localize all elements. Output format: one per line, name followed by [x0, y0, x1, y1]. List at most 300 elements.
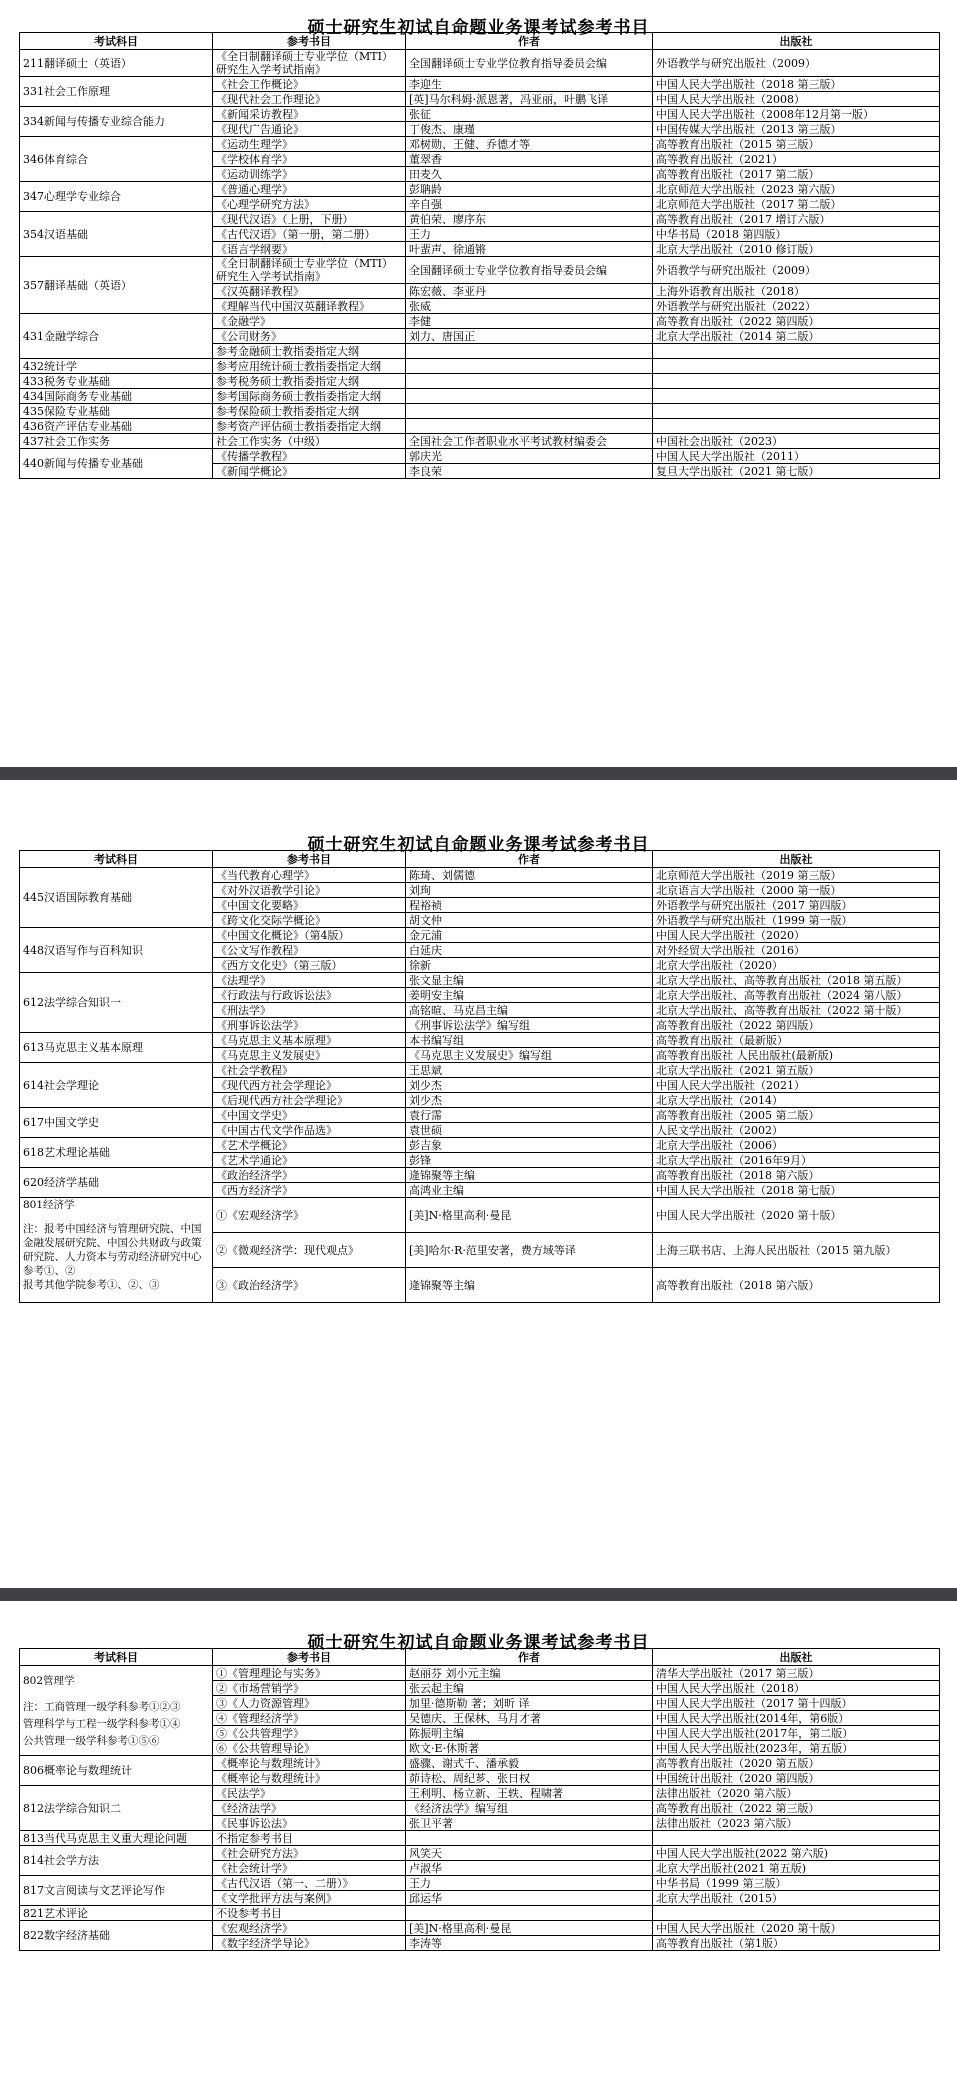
publisher-cell: 中国人民大学出版社(2022 第六版) [653, 1846, 940, 1861]
book-cell: 《政治经济学》 [213, 1168, 406, 1183]
book-cell: 不设参考书目 [213, 1906, 406, 1921]
author-cell: 田麦久 [406, 167, 653, 182]
publisher-cell: 北京大学出版社（2016年9月） [653, 1153, 940, 1168]
author-cell: 徐新 [406, 958, 653, 973]
subject-cell: 814社会学方法 [20, 1846, 213, 1876]
page-1 [0, 0, 957, 760]
book-cell: 《当代教育心理学》 [213, 868, 406, 883]
author-cell: 刘少杰 [406, 1078, 653, 1093]
subject-cell: 613马克思主义基本原理 [20, 1033, 213, 1063]
publisher-cell: 中国社会出版社（2023） [653, 434, 940, 449]
publisher-cell: 高等教育出版社（2022 第三版） [653, 1801, 940, 1816]
subject-cell: 821艺术评论 [20, 1906, 213, 1921]
table-row [20, 1876, 940, 1891]
publisher-cell: 北京大学出版社(2021 第五版) [653, 1861, 940, 1876]
book-cell: ③《人力资源管理》 [213, 1696, 406, 1711]
publisher-cell: 外语教学与研究出版社（2017 第四版） [653, 898, 940, 913]
subject-cell: 433税务专业基础 [20, 374, 213, 389]
book-cell: 《现代西方社会学理论》 [213, 1078, 406, 1093]
publisher-cell: 中华书局（1999 第三版） [653, 1876, 940, 1891]
book-cell: ②《市场营销学》 [213, 1681, 406, 1696]
publisher-cell [653, 404, 940, 419]
table-row [20, 1756, 940, 1771]
author-cell: 白延庆 [406, 943, 653, 958]
page-title: 硕士研究生初试自命题业务课考试参考书目 [307, 18, 650, 38]
table-row [20, 1666, 940, 1681]
author-cell: 刘少杰 [406, 1093, 653, 1108]
author-cell [406, 419, 653, 434]
author-cell [406, 344, 653, 359]
subject-title: 801经济学 [23, 1199, 75, 1211]
publisher-cell: 高等教育出版社 人民出版社(最新版) [653, 1048, 940, 1063]
author-cell: 郭庆光 [406, 449, 653, 464]
publisher-cell: 外语教学与研究出版社（2009） [653, 257, 940, 284]
author-cell: 董翠香 [406, 152, 653, 167]
publisher-cell: 北京师范大学出版社（2023 第六版） [653, 182, 940, 197]
author-cell: 张威 [406, 299, 653, 314]
author-cell: 张云起主编 [406, 1681, 653, 1696]
subject-cell: 817文言阅读与文艺评论写作 [20, 1876, 213, 1906]
publisher-cell: 北京大学出版社（2010 修订版） [653, 242, 940, 257]
publisher-cell: 高等教育出版社（2017 第二版） [653, 167, 940, 182]
book-cell: 《西方文化史》（第三版） [213, 958, 406, 973]
book-cell: 《中国文化概论》（第4版） [213, 928, 406, 943]
book-cell: 《艺术学概论》 [213, 1138, 406, 1153]
publisher-cell [653, 1906, 940, 1921]
subject-header: 考试科目 [20, 851, 213, 868]
table-body [20, 868, 940, 1303]
author-cell: 邱运华 [406, 1891, 653, 1906]
author-cell: 王力 [406, 1876, 653, 1891]
subject-cell: 436资产评估专业基础 [20, 419, 213, 434]
subject-cell: 617中国文学史 [20, 1108, 213, 1138]
book-cell: 《公文写作教程》 [213, 943, 406, 958]
subject-note: 注：工商管理一级学科参考①②③ [23, 1700, 181, 1713]
author-cell: 李良荣 [406, 464, 653, 479]
author-cell: 《刑事诉讼法学》编写组 [406, 1018, 653, 1033]
table-row [20, 314, 940, 329]
header-row [20, 851, 940, 868]
book-cell: 《理解当代中国汉英翻译教程》 [213, 299, 406, 314]
subject-cell: 334新闻与传播专业综合能力 [20, 107, 213, 137]
publisher-cell [653, 419, 940, 434]
book-cell: 《学校体育学》 [213, 152, 406, 167]
book-cell: 《现代汉语》（上册，下册） [213, 212, 406, 227]
book-cell: 《公司财务》 [213, 329, 406, 344]
subject-cell: 354汉语基础 [20, 212, 213, 257]
publisher-cell: 北京大学出版社（2014） [653, 1093, 940, 1108]
subject-cell: 437社会工作实务 [20, 434, 213, 449]
book-cell: 《概率论与数理统计》 [213, 1771, 406, 1786]
publisher-cell: 中国人民大学出版社（2020） [653, 928, 940, 943]
subject-cell: 813当代马克思主义重大理论问题 [20, 1831, 213, 1846]
author-cell: 逄锦聚等主编 [406, 1168, 653, 1183]
table-row [20, 107, 940, 122]
table-row [20, 1138, 940, 1153]
subject-cell: 435保险专业基础 [20, 404, 213, 419]
publisher-cell: 法律出版社（2023 第六版） [653, 1816, 940, 1831]
publisher-cell: 北京大学出版社（2006） [653, 1138, 940, 1153]
table-row [20, 1168, 940, 1183]
author-cell: 全国社会工作者职业水平考试教材编委会 [406, 434, 653, 449]
author-cell: [英]马尔科姆·派恩著，冯亚丽，叶鹏飞译 [406, 92, 653, 107]
publisher-cell: 高等教育出版社（最新版） [653, 1033, 940, 1048]
publisher-cell: 北京师范大学出版社（2019 第三版） [653, 868, 940, 883]
subject-note: 注：报考中国经济与管理研究院、中国金融发展研究院、中国公共财政与政策研究院、人力资本与劳动经济研究中心参考①、② [23, 1223, 202, 1277]
publisher-cell: 清华大学出版社（2017 第三版） [653, 1666, 940, 1681]
book-cell: 《跨文化交际学概论》 [213, 913, 406, 928]
publisher-cell [653, 389, 940, 404]
book-cell: 不指定参考书目 [213, 1831, 406, 1846]
subject-header: 考试科目 [20, 33, 213, 50]
table-row [20, 973, 940, 988]
table-row [20, 1108, 940, 1123]
subject-cell: 331社会工作原理 [20, 77, 213, 107]
author-cell: [美]哈尔·R·范里安著，费方域等译 [406, 1233, 653, 1268]
publisher-cell [653, 374, 940, 389]
publisher-cell: 高等教育出版社（2005 第二版） [653, 1108, 940, 1123]
author-cell: 袁世硕 [406, 1123, 653, 1138]
book-cell: 《普通心理学》 [213, 182, 406, 197]
subject-cell: 357翻译基础（英语） [20, 257, 213, 314]
author-cell: 全国翻译硕士专业学位教育指导委员会编 [406, 257, 653, 284]
author-cell: 胡文仲 [406, 913, 653, 928]
author-cell: 刘力、唐国正 [406, 329, 653, 344]
subject-cell: 211翻译硕士（英语） [20, 50, 213, 77]
book-cell: 《运动训练学》 [213, 167, 406, 182]
publisher-cell: 高等教育出版社（2017 增订六版） [653, 212, 940, 227]
book-cell: 《对外汉语教学引论》 [213, 883, 406, 898]
table-row [20, 182, 940, 197]
subject-cell: 822数字经济基础 [20, 1921, 213, 1951]
author-cell: 张卫平著 [406, 1816, 653, 1831]
book-cell: 《艺术学通论》 [213, 1153, 406, 1168]
author-cell: 陈琦、刘儒德 [406, 868, 653, 883]
author-cell: 丁俊杰、康瑾 [406, 122, 653, 137]
author-cell: 刘珣 [406, 883, 653, 898]
publisher-cell: 北京语言大学出版社（2000 第一版） [653, 883, 940, 898]
book-cell: 社会工作实务（中级） [213, 434, 406, 449]
book-cell: 《社会学教程》 [213, 1063, 406, 1078]
book-cell: ①《宏观经济学》 [213, 1198, 406, 1233]
publisher-cell: 法律出版社（2020 第六版） [653, 1786, 940, 1801]
table-row [20, 868, 940, 883]
author-header: 作者 [406, 1649, 653, 1666]
publisher-cell: 北京师范大学出版社（2017 第二版） [653, 197, 940, 212]
author-cell: 李迎生 [406, 77, 653, 92]
author-header: 作者 [406, 851, 653, 868]
publisher-header: 出版社 [653, 1649, 940, 1666]
reference-table [19, 32, 940, 479]
page-separator [0, 760, 957, 830]
table-row [20, 137, 940, 152]
book-cell: 《社会统计学》 [213, 1861, 406, 1876]
subject-title: 802管理学 [23, 1674, 75, 1687]
publisher-cell: 高等教育出版社（2021） [653, 152, 940, 167]
book-cell: 《文学批评方法与案例》 [213, 1891, 406, 1906]
author-cell [406, 374, 653, 389]
publisher-cell: 中国人民大学出版社（2018 第三版） [653, 77, 940, 92]
table-row [20, 1063, 940, 1078]
publisher-cell: 北京大学出版社（2015） [653, 1891, 940, 1906]
page-separator [0, 1540, 957, 1628]
subject-cell: 618艺术理论基础 [20, 1138, 213, 1168]
publisher-cell: 中国人民大学出版社（2008） [653, 92, 940, 107]
book-cell: 《社会工作概论》 [213, 77, 406, 92]
table-row [20, 1198, 940, 1233]
book-cell: 《中国古代文学作品选》 [213, 1123, 406, 1138]
author-cell [406, 359, 653, 374]
book-cell: 《新闻采访教程》 [213, 107, 406, 122]
book-cell: 《法理学》 [213, 973, 406, 988]
table-row [20, 1831, 940, 1846]
publisher-cell: 中国人民大学出版社（2017 第十四版） [653, 1696, 940, 1711]
publisher-cell: 北京大学出版社、高等教育出版社（2024 第八版） [653, 988, 940, 1003]
publisher-cell: 高等教育出版社（2015 第三版） [653, 137, 940, 152]
publisher-cell: 中国人民大学出版社（2011） [653, 449, 940, 464]
author-header: 作者 [406, 33, 653, 50]
author-cell: 陈振明主编 [406, 1726, 653, 1741]
author-cell: 吴德庆、王保林、马月才著 [406, 1711, 653, 1726]
book-cell: 《马克思主义发展史》 [213, 1048, 406, 1063]
publisher-cell: 高等教育出版社（2020 第五版） [653, 1756, 940, 1771]
publisher-cell: 中国人民大学出版社（2008年12月第一版） [653, 107, 940, 122]
subject-cell: 440新闻与传播专业基础 [20, 449, 213, 479]
publisher-cell: 北京大学出版社（2021 第五版） [653, 1063, 940, 1078]
subject-cell: 347心理学专业综合 [20, 182, 213, 212]
book-cell: ①《管理理论与实务》 [213, 1666, 406, 1681]
book-cell: 《传播学教程》 [213, 449, 406, 464]
book-cell: 《中国文学史》 [213, 1108, 406, 1123]
book-cell: 《运动生理学》 [213, 137, 406, 152]
book-cell: 《刑事诉讼法学》 [213, 1018, 406, 1033]
author-cell: 王力 [406, 227, 653, 242]
author-cell [406, 1831, 653, 1846]
table-row [20, 1846, 940, 1861]
author-cell: 逄锦聚等主编 [406, 1268, 653, 1303]
table-row [20, 1921, 940, 1936]
subject-note: 管理科学与工程一级学科参考①④ [23, 1717, 181, 1730]
book-cell: 《全日制翻译硕士专业学位（MTI）研究生入学考试指南》 [213, 257, 406, 284]
author-cell: 风笑天 [406, 1846, 653, 1861]
subject-cell: 614社会学理论 [20, 1063, 213, 1108]
author-cell: 王思斌 [406, 1063, 653, 1078]
author-cell: 高鸿业主编 [406, 1183, 653, 1198]
book-cell: 《现代社会工作理论》 [213, 92, 406, 107]
book-cell: 参考税务硕士教指委指定大纲 [213, 374, 406, 389]
publisher-header: 出版社 [653, 851, 940, 868]
book-cell: 《概率论与数理统计》 [213, 1756, 406, 1771]
publisher-cell [653, 1831, 940, 1846]
publisher-cell: 中国人民大学出版社（2018 第七版） [653, 1183, 940, 1198]
author-cell [406, 1906, 653, 1921]
publisher-cell: 北京大学出版社（2014 第二版） [653, 329, 940, 344]
author-cell: 彭锋 [406, 1153, 653, 1168]
book-cell: ②《微观经济学：现代观点》 [213, 1233, 406, 1268]
book-cell: 《宏观经济学》 [213, 1921, 406, 1936]
author-cell: 茆诗松、周纪芗、张日权 [406, 1771, 653, 1786]
author-cell: [美]N·格里高利·曼昆 [406, 1921, 653, 1936]
publisher-cell: 中国人民大学出版社(2017年，第二版） [653, 1726, 940, 1741]
subject-cell: 432统计学 [20, 359, 213, 374]
author-cell: 欧文·E·休斯著 [406, 1741, 653, 1756]
table-body [20, 1666, 940, 1951]
book-cell: 《中国文化要略》 [213, 898, 406, 913]
table-row [20, 77, 940, 92]
book-cell: 《古代汉语（第一、二册）》 [213, 1876, 406, 1891]
author-cell: 本书编写组 [406, 1033, 653, 1048]
author-cell: 全国翻译硕士专业学位教育指导委员会编 [406, 50, 653, 77]
book-cell: 《数字经济学导论》 [213, 1936, 406, 1951]
author-cell: 黄伯荣、廖序东 [406, 212, 653, 227]
author-cell: 袁行霈 [406, 1108, 653, 1123]
author-cell: 彭吉象 [406, 1138, 653, 1153]
table-row [20, 1786, 940, 1801]
author-cell: 陈宏薇、李亚丹 [406, 284, 653, 299]
subject-cell: 812法学综合知识二 [20, 1786, 213, 1831]
book-cell: 《新闻学概论》 [213, 464, 406, 479]
table-row [20, 212, 940, 227]
publisher-cell: 中国人民大学出版社(2023年，第五版） [653, 1741, 940, 1756]
book-cell: 《心理学研究方法》 [213, 197, 406, 212]
book-cell: 《民法学》 [213, 1786, 406, 1801]
publisher-cell: 高等教育出版社（2018 第六版） [653, 1268, 940, 1303]
publisher-cell: 上海三联书店、上海人民出版社（2015 第九版） [653, 1233, 940, 1268]
book-cell: 参考资产评估硕士教指委指定大纲 [213, 419, 406, 434]
page-3 [0, 1628, 957, 2095]
book-cell: 《现代广告通论》 [213, 122, 406, 137]
book-cell: 《语言学纲要》 [213, 242, 406, 257]
author-cell: 加里·德斯勒 著；刘昕 译 [406, 1696, 653, 1711]
publisher-cell: 中国传媒大学出版社（2013 第三版） [653, 122, 940, 137]
book-cell: 《行政法与行政诉讼法》 [213, 988, 406, 1003]
book-cell: 参考金融硕士教指委指定大纲 [213, 344, 406, 359]
book-cell: 《社会研究方法》 [213, 1846, 406, 1861]
subject-note: 报考其他学院参考①、②、③ [23, 1279, 160, 1291]
book-cell: ③《政治经济学》 [213, 1268, 406, 1303]
publisher-cell: 复旦大学出版社（2021 第七版） [653, 464, 940, 479]
table-row [20, 1033, 940, 1048]
subject-cell: 806概率论与数理统计 [20, 1756, 213, 1786]
author-cell: 卢淑华 [406, 1861, 653, 1876]
publisher-cell: 中国人民大学出版社（2020 第十版） [653, 1921, 940, 1936]
author-cell: 李健 [406, 314, 653, 329]
page-title: 硕士研究生初试自命题业务课考试参考书目 [307, 835, 650, 855]
book-cell: 参考保险硕士教指委指定大纲 [213, 404, 406, 419]
table-row [20, 257, 940, 284]
subject-cell: 346体育综合 [20, 137, 213, 182]
publisher-header: 出版社 [653, 33, 940, 50]
publisher-cell: 高等教育出版社（2022 第四版） [653, 314, 940, 329]
publisher-cell: 高等教育出版社（2022 第四版） [653, 1018, 940, 1033]
subject-cell: 612法学综合知识一 [20, 973, 213, 1033]
subject-header: 考试科目 [20, 1649, 213, 1666]
publisher-cell: 高等教育出版社（第1版） [653, 1936, 940, 1951]
book-cell: 《全日制翻译硕士专业学位（MTI）研究生入学考试指南》 [213, 50, 406, 77]
book-cell: 《马克思主义基本原理》 [213, 1033, 406, 1048]
subject-cell: 620经济学基础 [20, 1168, 213, 1198]
author-cell: 李涛等 [406, 1936, 653, 1951]
author-cell: 张征 [406, 107, 653, 122]
author-cell: 叶蜚声、徐通锵 [406, 242, 653, 257]
publisher-cell: 北京大学出版社、高等教育出版社（2018 第五版） [653, 973, 940, 988]
table-row [20, 404, 940, 419]
publisher-cell: 北京大学出版社、高等教育出版社（2022 第十版） [653, 1003, 940, 1018]
author-cell: 邓树勋、王健、乔德才等 [406, 137, 653, 152]
book-cell: ⑤《公共管理学》 [213, 1726, 406, 1741]
book-header: 参考书目 [213, 1649, 406, 1666]
publisher-cell: 对外经贸大学出版社（2016） [653, 943, 940, 958]
table-row [20, 1906, 940, 1921]
author-cell: 盛骤、谢式千、潘承毅 [406, 1756, 653, 1771]
book-header: 参考书目 [213, 851, 406, 868]
author-cell: 《马克思主义发展史》编写组 [406, 1048, 653, 1063]
subject-cell: 434国际商务专业基础 [20, 389, 213, 404]
table-row [20, 434, 940, 449]
subject-cell: 431金融学综合 [20, 314, 213, 359]
publisher-cell: 中国人民大学出版社（2021） [653, 1078, 940, 1093]
publisher-cell: 中华书局（2018 第四版） [653, 227, 940, 242]
table-row [20, 419, 940, 434]
publisher-cell: 外语教学与研究出版社（2009） [653, 50, 940, 77]
publisher-cell: 外语教学与研究出版社（1999 第一版） [653, 913, 940, 928]
header-row [20, 1649, 940, 1666]
reference-table [19, 850, 940, 1303]
book-header: 参考书目 [213, 33, 406, 50]
author-cell: 《经济法学》编写组 [406, 1801, 653, 1816]
publisher-cell: 中国人民大学出版社（2020 第十版） [653, 1198, 940, 1233]
book-cell: 参考国际商务硕士教指委指定大纲 [213, 389, 406, 404]
subject-cell [20, 1666, 213, 1756]
book-cell: 《民事诉讼法》 [213, 1816, 406, 1831]
publisher-cell: 中国人民大学出版社（2018） [653, 1681, 940, 1696]
author-cell: 赵丽芬 刘小元主编 [406, 1666, 653, 1681]
book-cell: 《西方经济学》 [213, 1183, 406, 1198]
book-cell: 参考应用统计硕士教指委指定大纲 [213, 359, 406, 374]
table-row [20, 389, 940, 404]
book-cell: 《古代汉语》（第一册，第二册） [213, 227, 406, 242]
author-cell: 程裕祯 [406, 898, 653, 913]
author-cell: 张文显主编 [406, 973, 653, 988]
publisher-cell: 人民文学出版社（2002） [653, 1123, 940, 1138]
author-cell: 姜明安主编 [406, 988, 653, 1003]
header-row [20, 33, 940, 50]
table-row [20, 928, 940, 943]
publisher-cell [653, 344, 940, 359]
table-row [20, 359, 940, 374]
book-cell: ④《管理经济学》 [213, 1711, 406, 1726]
book-cell: 《金融学》 [213, 314, 406, 329]
table-body [20, 50, 940, 479]
book-cell: 《后现代西方社会学理论》 [213, 1093, 406, 1108]
subject-cell [20, 1198, 213, 1303]
book-cell: 《经济法学》 [213, 1801, 406, 1816]
subject-note: 公共管理一级学科参考①⑤⑥ [23, 1734, 160, 1747]
publisher-cell [653, 359, 940, 374]
table-row [20, 374, 940, 389]
subject-cell: 448汉语写作与百科知识 [20, 928, 213, 973]
reference-table [19, 1648, 940, 1951]
publisher-cell: 高等教育出版社（2018 第六版） [653, 1168, 940, 1183]
page-title: 硕士研究生初试自命题业务课考试参考书目 [307, 1633, 650, 1653]
publisher-cell: 中国统计出版社（2020 第四版） [653, 1771, 940, 1786]
subject-cell: 445汉语国际教育基础 [20, 868, 213, 928]
publisher-cell: 上海外语教育出版社（2018） [653, 284, 940, 299]
page-2 [0, 830, 957, 1540]
publisher-cell: 中国人民大学出版社(2014年，第6版） [653, 1711, 940, 1726]
book-cell: ⑥《公共管理导论》 [213, 1741, 406, 1756]
author-cell: 彭聃龄 [406, 182, 653, 197]
